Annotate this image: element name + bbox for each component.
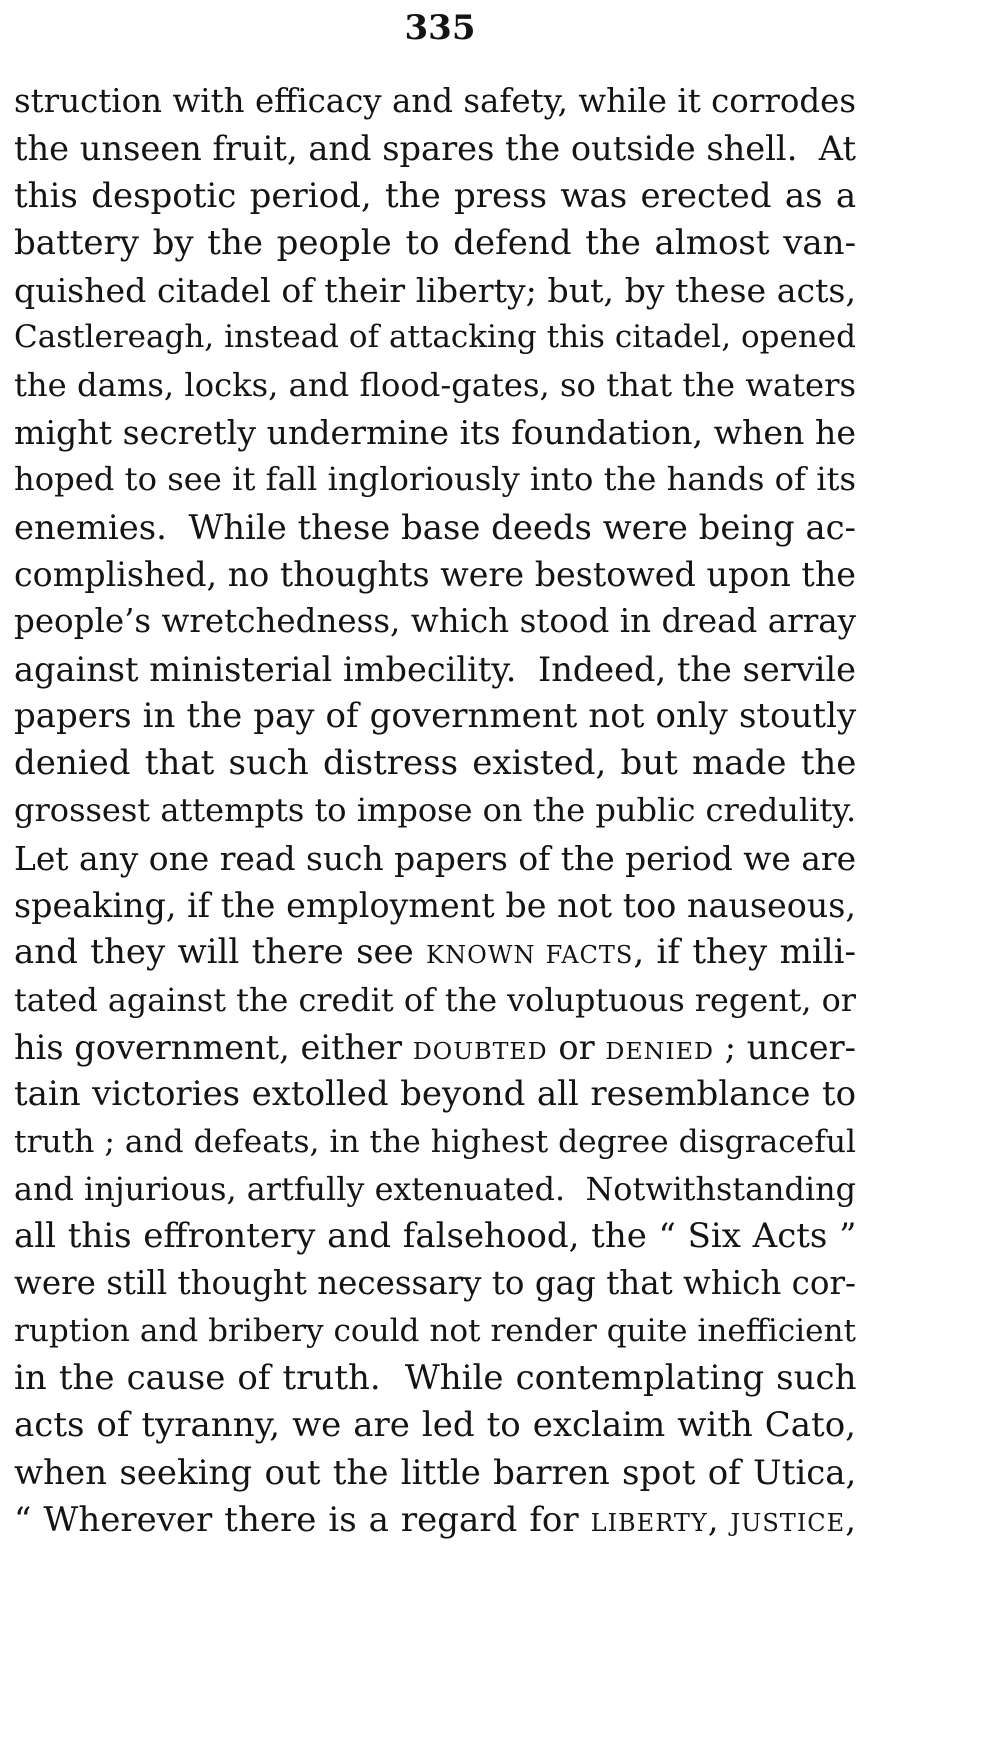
text-segment: “ Wherever there is a regard for bbox=[14, 1499, 591, 1540]
text-segment: all this effrontery and falsehood, the “ Six Acts ” bbox=[14, 1216, 857, 1257]
text-segment: or bbox=[547, 1027, 606, 1067]
text-line bbox=[14, 456, 856, 503]
text-segment: people’s wretchedness, which stood in dread array bbox=[14, 602, 856, 641]
text-line bbox=[14, 646, 856, 693]
text-segment: complished, no thoughts were bestowed upon the bbox=[14, 554, 856, 594]
text-line bbox=[14, 78, 856, 125]
text-segment: quished citadel of their liberty; but, by these acts, bbox=[14, 271, 856, 311]
text-line bbox=[14, 1497, 856, 1544]
small-caps-text: DENIED bbox=[605, 1036, 715, 1065]
text-segment: his government, either bbox=[14, 1027, 413, 1067]
text-segment: Castlereagh, instead of attacking this citadel, opened bbox=[14, 319, 856, 356]
text-segment: truth ; and defeats, in the highest degree disgraceful bbox=[14, 1123, 856, 1160]
text-segment: the dams, locks, and flood-gates, so that the waters bbox=[14, 365, 856, 404]
text-line bbox=[14, 977, 856, 1024]
text-segment: Let any one read such papers of the period we are bbox=[14, 838, 857, 878]
text-line bbox=[14, 1402, 856, 1449]
text-line bbox=[14, 504, 856, 551]
text-segment: against ministerial imbecility. Indeed, the servile bbox=[14, 649, 856, 689]
text-segment: might secretly undermine its foundation, when he bbox=[14, 413, 856, 453]
page-number: 335 bbox=[404, 8, 476, 48]
text-line bbox=[14, 1308, 856, 1355]
text-segment: and injurious, artfully extenuated. Notwithstanding bbox=[14, 1169, 856, 1208]
text-segment: hoped to see it fall ingloriously into the hands of its bbox=[14, 460, 856, 499]
text-line bbox=[14, 125, 856, 172]
text-line bbox=[14, 1260, 856, 1307]
text-line bbox=[14, 598, 856, 645]
text-line bbox=[14, 1166, 856, 1213]
text-line bbox=[14, 929, 856, 976]
text-line bbox=[14, 551, 856, 598]
text-segment: denied that such distress existed, but made the bbox=[14, 743, 857, 784]
text-segment: grossest attempts to impose on the public credulity. bbox=[14, 791, 857, 830]
text-segment: this despotic period, the press was erected as a bbox=[14, 175, 857, 216]
text-segment: , bbox=[845, 1499, 856, 1540]
small-caps-text: KNOWN FACTS bbox=[426, 941, 634, 970]
text-segment: , bbox=[707, 1499, 731, 1540]
text-line bbox=[14, 882, 856, 929]
text-line bbox=[14, 740, 856, 787]
text-segment: speaking, if the employment be not too nauseous, bbox=[14, 886, 856, 926]
body-text bbox=[14, 78, 856, 1544]
text-line bbox=[14, 409, 856, 456]
text-line bbox=[14, 787, 856, 834]
text-line bbox=[14, 835, 856, 882]
text-segment: tated against the credit of the voluptuous regent, or bbox=[14, 980, 856, 1019]
text-line bbox=[14, 1355, 856, 1402]
text-segment: battery by the people to defend the almost van- bbox=[14, 222, 857, 263]
text-line bbox=[14, 1450, 856, 1497]
text-segment: and they will there see bbox=[14, 932, 427, 973]
text-segment: the unseen fruit, and spares the outside shell. At bbox=[14, 129, 856, 169]
text-line bbox=[14, 1119, 856, 1166]
text-segment: when seeking out the little barren spot of Utica, bbox=[14, 1452, 857, 1493]
text-segment: in the cause of truth. While contemplating such bbox=[14, 1358, 857, 1399]
text-line bbox=[14, 362, 856, 409]
text-line bbox=[14, 267, 856, 314]
small-caps-text: DOUBTED bbox=[412, 1036, 548, 1065]
text-line bbox=[14, 1213, 856, 1260]
text-segment: , if they mili- bbox=[633, 932, 856, 973]
text-segment: tain victories extolled beyond all resemblance to bbox=[14, 1074, 857, 1115]
text-line bbox=[14, 314, 856, 361]
text-segment: papers in the pay of government not only stoutly bbox=[14, 695, 857, 736]
text-segment: enemies. While these base deeds were being ac- bbox=[14, 507, 856, 547]
small-caps-text: LIBERTY bbox=[590, 1508, 708, 1537]
text-segment: ; uncer- bbox=[714, 1027, 857, 1067]
text-segment: ruption and bribery could not render quite inefficient bbox=[14, 1312, 856, 1349]
text-line bbox=[14, 693, 856, 740]
small-caps-text: JUSTICE bbox=[730, 1508, 846, 1537]
text-segment: struction with efficacy and safety, while it corrodes bbox=[14, 82, 856, 120]
text-line bbox=[14, 173, 856, 220]
text-line bbox=[14, 220, 856, 267]
text-segment: acts of tyranny, we are led to exclaim with Cato, bbox=[14, 1405, 856, 1446]
text-line bbox=[14, 1071, 856, 1118]
text-line bbox=[14, 1024, 856, 1071]
text-segment: were still thought necessary to gag that which cor- bbox=[14, 1264, 856, 1303]
